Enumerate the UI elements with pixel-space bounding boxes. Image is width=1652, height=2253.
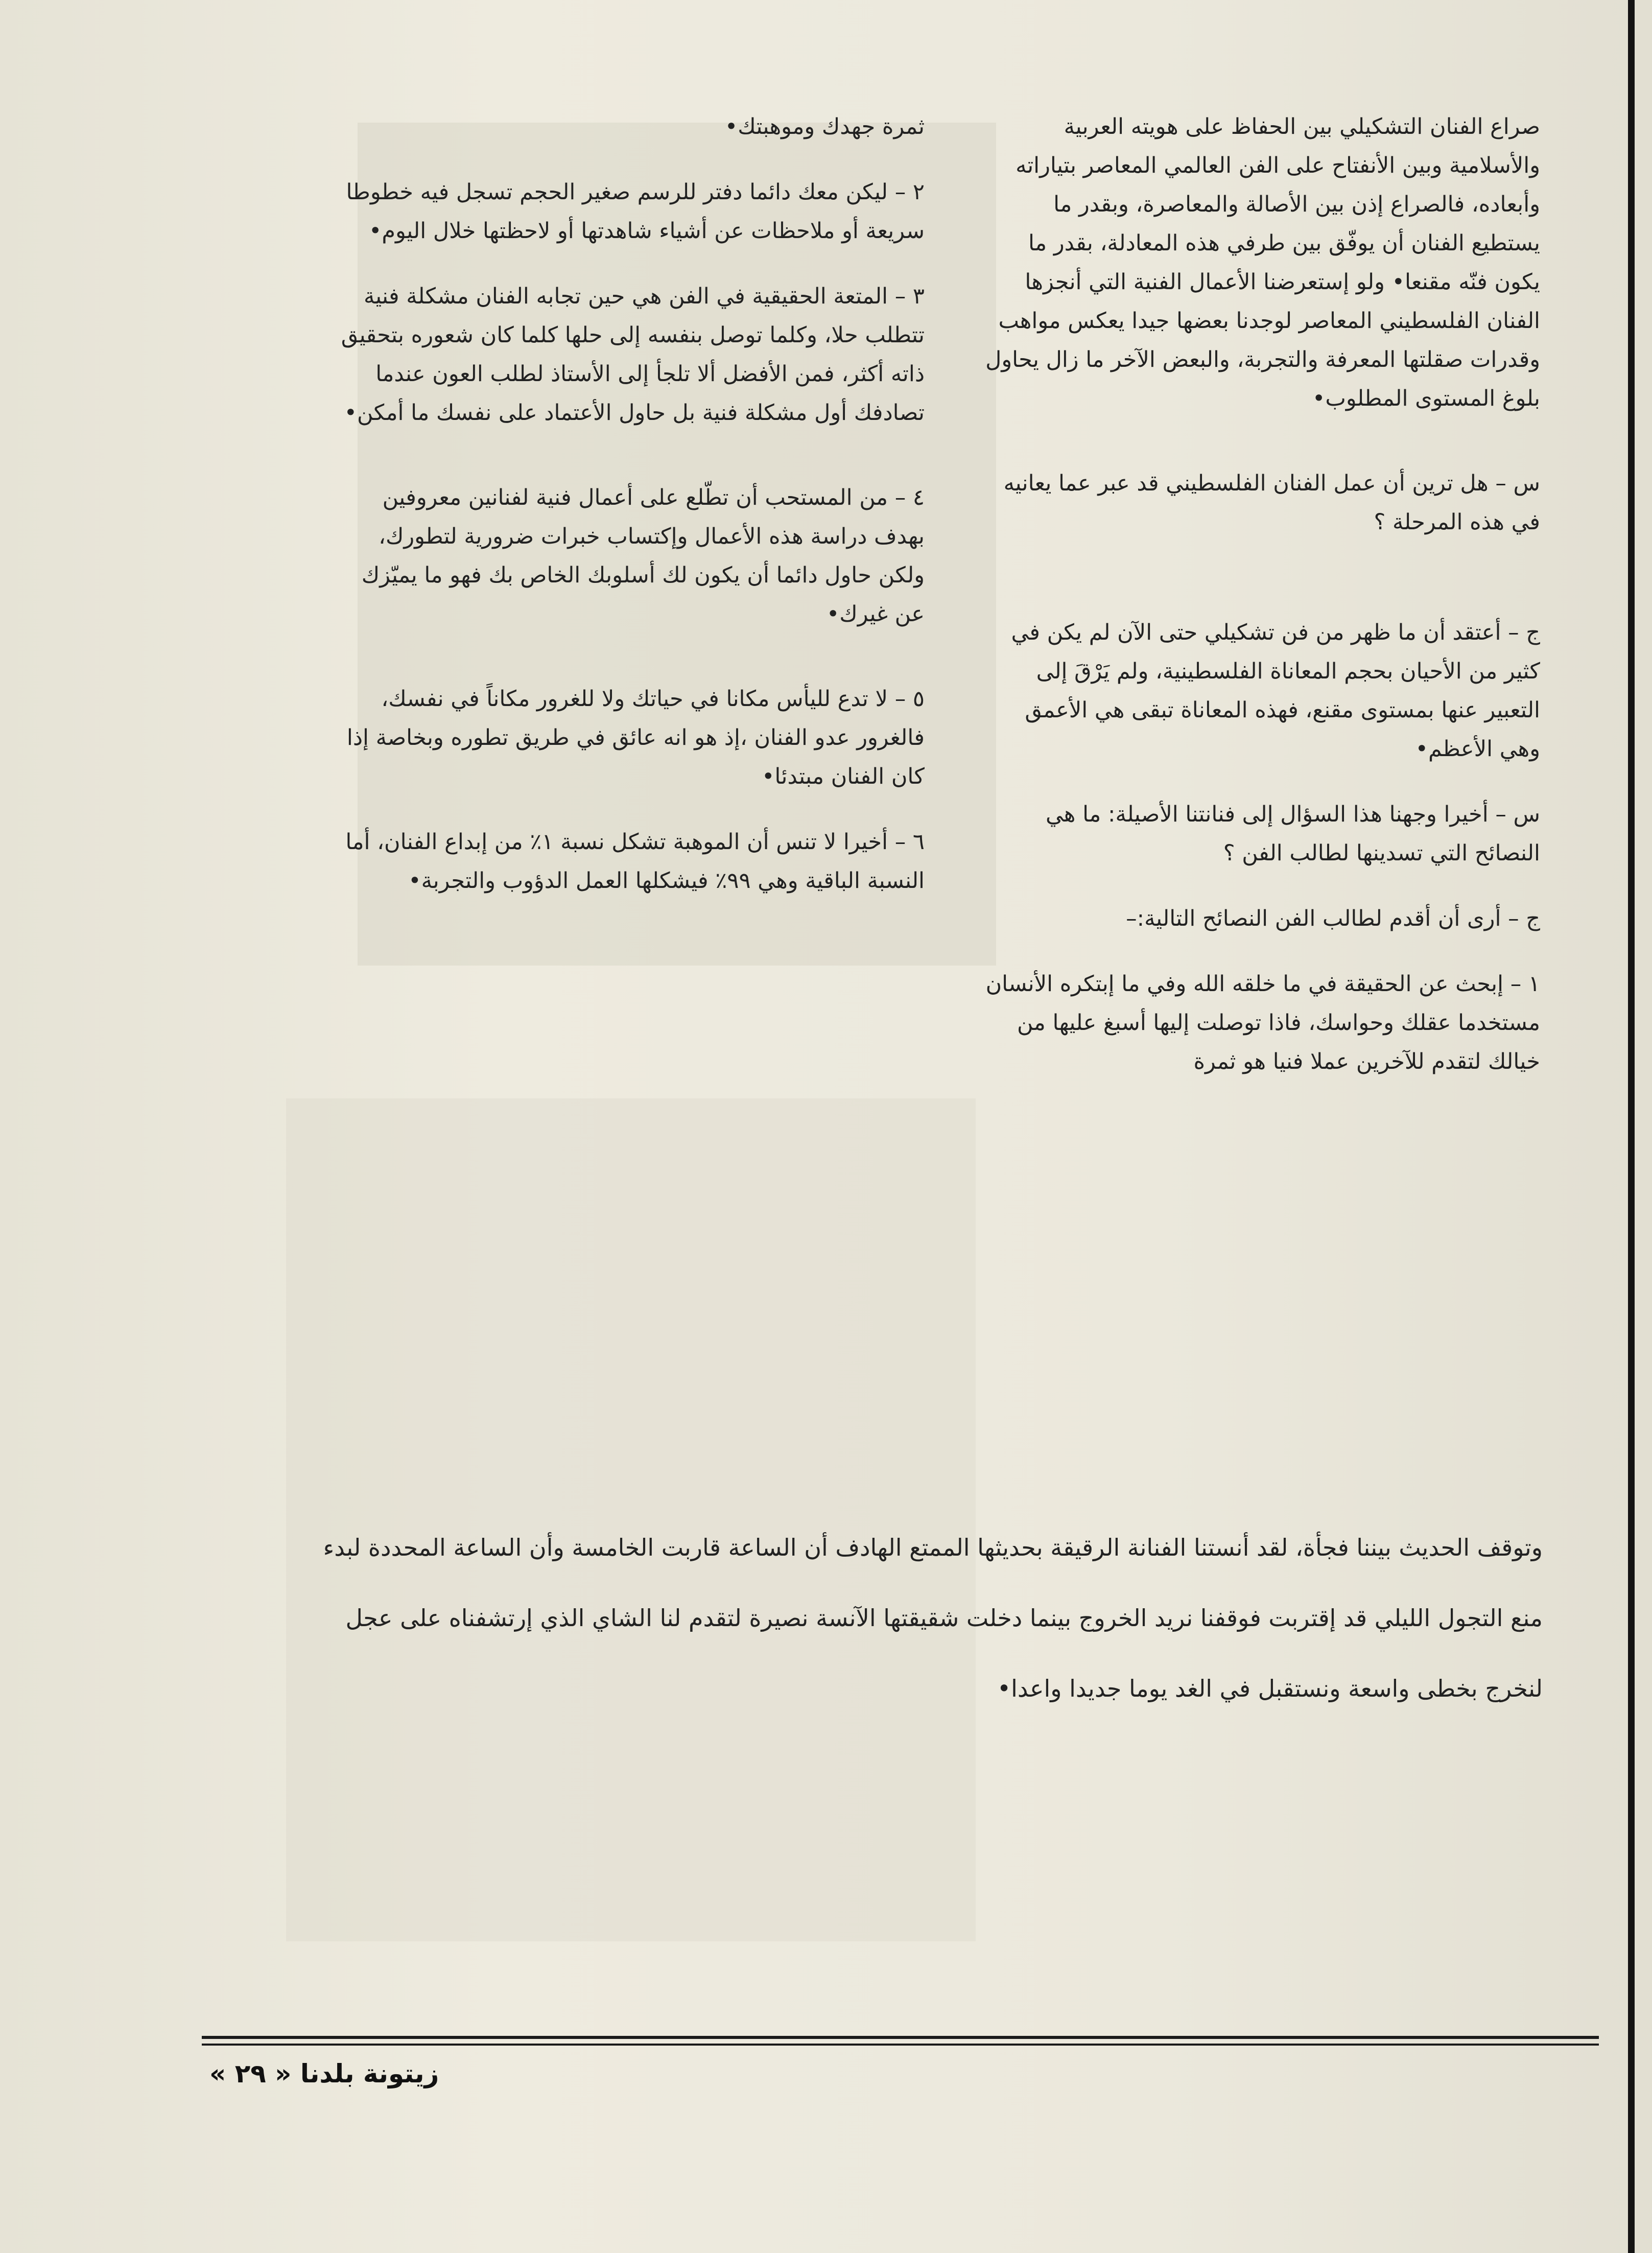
tip-item: ١ – إبحث عن الحقيقة في ما خلقه الله وفي ما إبتكره الأنسان مستخدما عقلك وحواسك، فاذا توصلت إليها أسبغ عليها من خيالك لتقدم للآخرين عملا فنيا هو ثمرة [985, 971, 1540, 1074]
question: س – أخيرا وجهنا هذا السؤال إلى فنانتنا الأصيلة: ما هي النصائح التي تسدينها لطالب الفن ؟ [1045, 802, 1540, 866]
answer: ج – أرى أن أقدم لطالب الفن النصائح التالية:– [1126, 906, 1540, 931]
tip-item: ٥ – لا تدع لليأس مكانا في حياتك ولا للغرور مكاناً في نفسك، فالغرور عدو الفنان ،إذ هو انه عائق في طريق تطوره وبخاصة إذا كان الفنان مبتدئا• [346, 686, 925, 789]
question: س – هل ترين أن عمل الفنان الفلسطيني قد عبر عما يعانيه في هذه المرحلة ؟ [1003, 471, 1540, 535]
closing-paragraph [286, 1512, 1543, 1724]
page-footer: زيتونة بلدنا « ٢٩ » [209, 2059, 439, 2088]
closing-text: وتوقف الحديث بيننا فجأة، لقد أنستنا الفنانة الرقيقة بحديثها الممتع الهادف أن الساعة قاربت الخامسة وأن الساعة المحددة لبدء منع التجول الليلي قد إقتربت فوقفنا نريد الخروج بينما دخلت شقيقتها الآنسة نصيرة لتقدم لنا الشاي الذي إرتشفناه على عجل لنخرج بخطى واسعة ونستقبل في الغد يوما جديدا واعدا• [323, 1534, 1543, 1702]
tip-item: ٣ – المتعة الحقيقية في الفن هي حين تجابه الفنان مشكلة فنية تتطلب حلا، وكلما توصل بنفسه إلى حلها كلما كان شعوره بتحقيق ذاته أكثر، فمن الأفضل ألا تلجأ إلى الأستاذ لطلب العون عندما تصادفك أول مشكلة فنية بل حاول الأعتماد على نفسك ما أمكن• [341, 284, 925, 426]
page-edge-bar [1628, 0, 1635, 2253]
footer-rule-top [202, 2036, 1599, 2039]
right-column [978, 107, 1540, 1081]
tip-item: ٤ – من المستحب أن تطّلع على أعمال فنية لفنانين معروفين بهدف دراسة هذه الأعمال وإكتساب خبرات ضرورية لتطورك، ولكن حاول دائما أن يكون لك أسلوبك الخاص بك فهو ما يميّزك عن غيرك• [361, 485, 925, 627]
left-column [337, 107, 925, 900]
tip-item: ٢ – ليكن معك دائما دفتر للرسم صغير الحجم تسجل فيه خطوطا سريعة أو ملاحظات عن أشياء شاهدتها أو لاحظتها خلال اليوم• [346, 179, 925, 244]
footer-rule-bottom [202, 2044, 1599, 2046]
answer: ج – أعتقد أن ما ظهر من فن تشكيلي حتى الآن لم يكن في كثير من الأحيان بحجم المعاناة الفلسطينية، ولم يَرْقَ إلى التعبير عنها بمستوى مقنع، فهذه المعاناة تبقى هي الأعمق وهي الأعظم• [1011, 620, 1540, 762]
tip-continuation: ثمرة جهدك وموهبتك• [724, 114, 925, 139]
paragraph: صراع الفنان التشكيلي بين الحفاظ على هويته العربية والأسلامية وبين الأنفتاح على الفن العالمي المعاصر بتياراته وأبعاده، فالصراع إذن بين الأصالة والمعاصرة، وبقدر ما يستطيع الفنان أن يوفّق بين طرفي هذه المعادلة، بقدر ما يكون فنّه مقنعا• ولو إستعرضنا الأعمال الفنية التي أنجزها الفنان الفلسطيني المعاصر لوجدنا بعضها جيدا يعكس مواهب وقدرات صقلتها المعرفة والتجربة، والبعض الآخر ما زال يحاول بلوغ المستوى المطلوب• [985, 114, 1540, 411]
tip-item: ٦ – أخيرا لا تنس أن الموهبة تشكل نسبة ١٪ من إبداع الفنان، أما النسبة الباقية وهي ٩٩٪ فيشكلها العمل الدؤوب والتجربة• [345, 829, 925, 894]
